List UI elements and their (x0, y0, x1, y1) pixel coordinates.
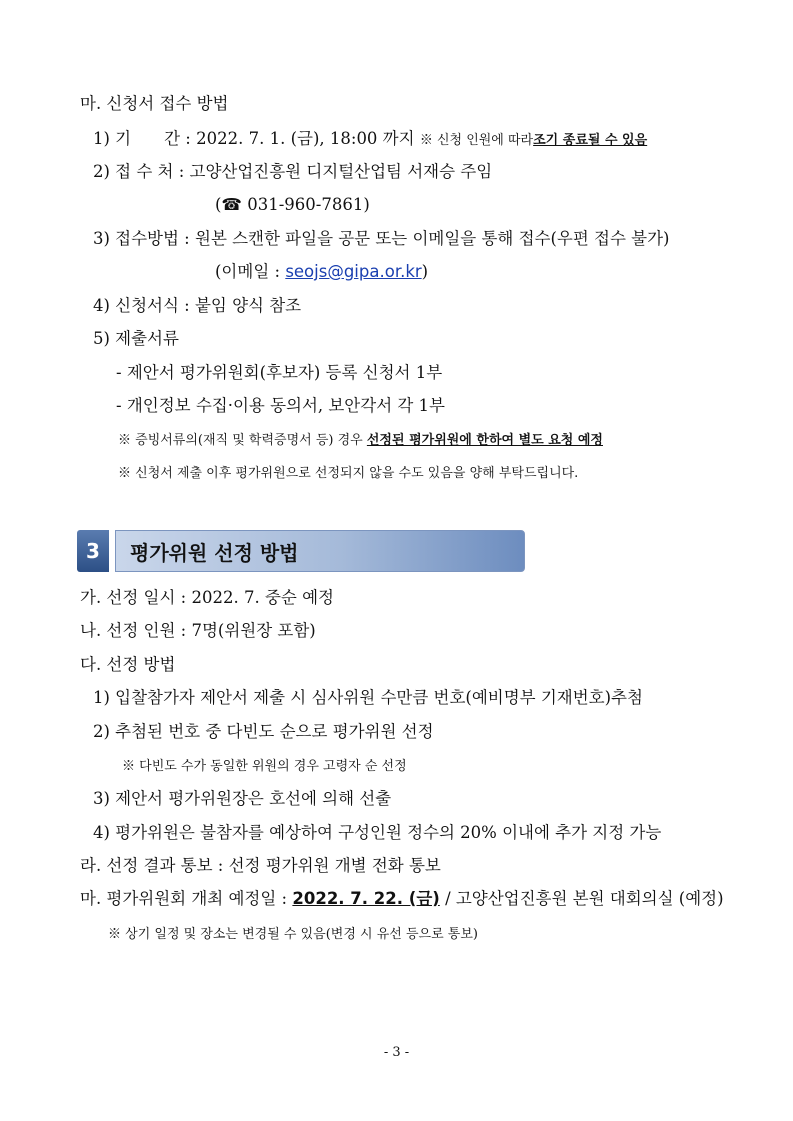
step-4-text: 4) 평가위원은 불참자를 예상하여 구성인원 정수의 20% 이내에 추가 지정 가능 (93, 823, 662, 842)
item-reception (93, 161, 492, 183)
note-proof-text: ※ 증빙서류의(재직 및 학력증명서 등) 경우 (118, 433, 363, 448)
form-text: 4) 신청서식 : 붙임 양식 참조 (93, 296, 302, 315)
meeting-date-label: 마. 평가위원회 개최 예정일 : (80, 889, 288, 908)
method-email (215, 261, 428, 283)
section-title: 평가위원 선정 방법 (115, 530, 525, 572)
method-step-2 (93, 721, 434, 743)
note-selection-text: ※ 신청서 제출 이후 평가위원으로 선정되지 않을 수도 있음을 양해 부탁드립니다. (118, 466, 579, 481)
step-2-note-text: ※ 다빈도 수가 동일한 위원의 경우 고령자 순 선정 (122, 759, 407, 774)
document-2-text: - 개인정보 수집·이용 동의서, 보안각서 각 1부 (116, 396, 445, 415)
method-step-3 (93, 788, 391, 810)
heading-text: 마. 신청서 접수 방법 (80, 94, 229, 113)
method-step-4 (93, 822, 661, 844)
result-notice-text: 라. 선정 결과 통보 : 선정 평가위원 개별 전화 통보 (80, 856, 441, 875)
period-note-emphasis: 조기 종료될 수 있음 (533, 133, 648, 148)
item-period (93, 128, 647, 152)
item-selection-method (80, 654, 175, 676)
phone-text: (☎ 031-960-7861) (215, 195, 370, 214)
item-method (93, 228, 670, 250)
note-proof-emphasis: 선정된 평가위원에 한하여 별도 요청 예정 (366, 433, 603, 448)
item-result-notice (80, 855, 441, 877)
meeting-date-value: 2022. 7. 22. (금) (292, 889, 440, 908)
period-label: 1) 기 간 : (93, 129, 191, 148)
reception-value: 고양산업진흥원 디지털산업팀 서재승 주임 (189, 162, 493, 181)
reception-label: 2) 접 수 처 : (93, 162, 185, 181)
selection-method-text: 다. 선정 방법 (80, 655, 176, 674)
email-suffix: ) (421, 262, 429, 281)
method-step-2-note (122, 756, 407, 778)
note-selection (118, 463, 578, 485)
item-meeting-date (80, 888, 724, 910)
period-note: ※ 신청 인원에 따라 (419, 133, 534, 148)
item-selection-date (80, 587, 334, 609)
method-value: 원본 스캔한 파일을 공문 또는 이메일을 통해 접수(우편 접수 불가) (195, 229, 670, 248)
method-label: 3) 접수방법 : (93, 229, 190, 248)
section-number: 3 (77, 530, 109, 572)
section-3-banner (77, 530, 525, 572)
heading-application-method (80, 93, 229, 115)
step-1-text: 1) 입찰참가자 제안서 제출 시 심사위원 수만큼 번호(예비명부 기재번호)추첨 (93, 688, 643, 707)
note-proof-documents (118, 430, 603, 452)
email-prefix: (이메일 : (215, 262, 281, 281)
method-step-1 (93, 687, 643, 709)
documents-text: 5) 제출서류 (93, 329, 179, 348)
item-documents (93, 328, 179, 350)
meeting-note (108, 924, 478, 946)
meeting-note-text: ※ 상기 일정 및 장소는 변경될 수 있음(변경 시 유선 등으로 통보) (108, 927, 478, 942)
reception-phone (215, 194, 370, 216)
step-3-text: 3) 제안서 평가위원장은 호선에 의해 선출 (93, 789, 392, 808)
selection-date-text: 가. 선정 일시 : 2022. 7. 중순 예정 (80, 588, 334, 607)
email-link[interactable]: seojs@gipa.or.kr (285, 262, 422, 281)
selection-count-text: 나. 선정 인원 : 7명(위원장 포함) (80, 621, 316, 640)
document-1-text: - 제안서 평가위원회(후보자) 등록 신청서 1부 (116, 363, 443, 382)
step-2-text: 2) 추첨된 번호 중 다빈도 순으로 평가위원 선정 (93, 722, 434, 741)
item-selection-count (80, 620, 316, 642)
document-2 (116, 395, 445, 417)
period-value: 2022. 7. 1. (금), 18:00 까지 (196, 129, 415, 148)
page-number: - 3 - (383, 1045, 410, 1060)
meeting-place: / 고양산업진흥원 본원 대회의실 (예정) (445, 889, 724, 908)
item-form (93, 295, 301, 317)
document-1 (116, 362, 442, 384)
